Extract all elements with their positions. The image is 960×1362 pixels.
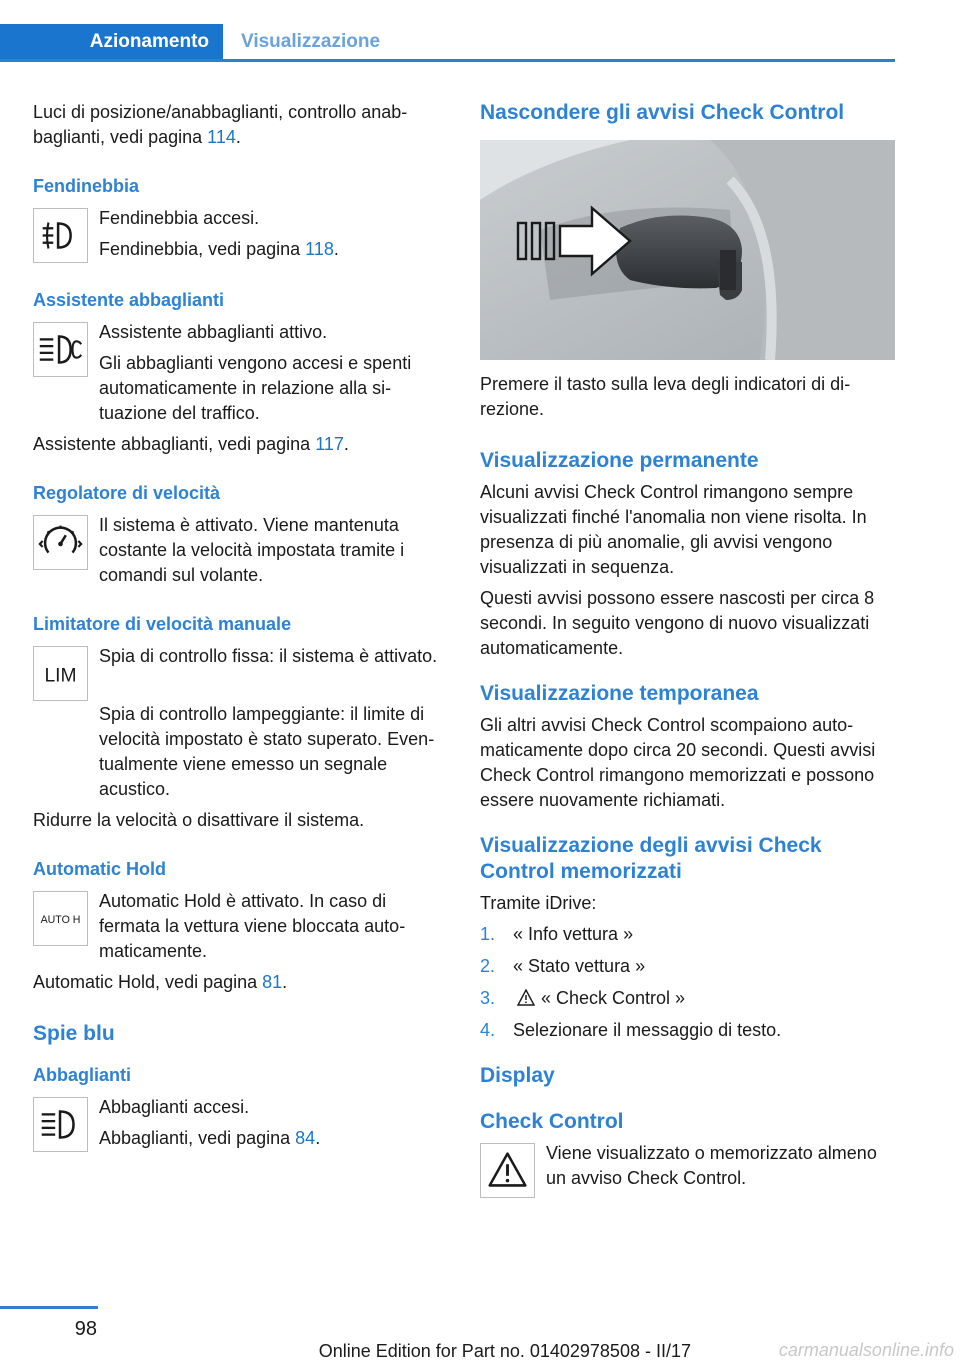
temporary-heading: Visualizzazione temporanea — [480, 682, 759, 705]
high-beam-assist-icon — [33, 322, 88, 377]
stored-steps — [480, 922, 895, 1043]
cruise-line1: Il sistema è attivato. Viene mantenuta costante la velocità impostata tramite i comandi sul volante. — [99, 515, 405, 585]
intro-paragraph: Luci di posizione/anabbaglianti, controllo anabbaglianti, vedi pagina 114. — [33, 102, 408, 147]
stored-heading: Visualizzazione degli avvisi Check Control memorizzati — [480, 834, 822, 883]
edition-note: Online Edition for Part no. 01402978508 - II/17 — [318, 1341, 691, 1361]
warning-triangle-icon — [480, 1143, 535, 1198]
header-tabbar — [0, 24, 895, 62]
permanent-p1: Alcuni avvisi Check Control rimangono sempre visualizzati finché l'anomalia non viene risolta. In presenza di più anomalie, gli avvisi vengono visualizzati in sequenza. — [480, 482, 867, 577]
fog-line1: Fendinebbia accesi. — [99, 208, 260, 228]
highbeam-line1: Abbaglianti accesi. — [99, 1097, 250, 1117]
page-link-117[interactable]: 117 — [315, 434, 344, 454]
step-item: 4. Selezionare il messaggio di testo. — [480, 1020, 782, 1040]
stored-intro: Tramite iDrive: — [480, 893, 597, 913]
limiter-line1: Spia di controllo fissa: il sistema è attivato. — [99, 646, 438, 666]
cruise-heading: Regolatore di velocità — [33, 483, 221, 503]
hide-text: Premere il tasto sulla leva degli indicatori di direzione. — [480, 374, 851, 419]
highbeam-assist-line3: Assistente abbaglianti, vedi pagina 117. — [33, 434, 349, 454]
highbeam-assist-indicator — [33, 320, 448, 426]
autohold-line1: Automatic Hold è attivato. In caso di fermata la vettura viene bloccata automaticamente. — [99, 891, 406, 961]
tab-visualizzazione[interactable]: Visualizzazione — [241, 31, 381, 52]
left-column — [33, 100, 448, 1153]
fog-light-icon — [33, 208, 88, 263]
highbeam-assist-line1: Assistente abbaglianti attivo. — [99, 322, 328, 342]
highbeam-heading: Abbaglianti — [33, 1065, 131, 1085]
high-beam-icon — [33, 1097, 88, 1152]
warning-triangle-icon — [517, 989, 535, 1006]
fog-heading: Fendinebbia — [33, 176, 140, 196]
autohold-icon-text: AUTO H — [40, 913, 81, 926]
permanent-heading: Visualizzazione permanente — [480, 449, 759, 472]
permanent-p2: Questi avvisi possono essere nascosti per circa 8 secondi. In seguito vengono di nuovo visualizzati automaticamente. — [480, 588, 875, 658]
temporary-p1: Gli altri avvisi Check Control scompaiono automaticamente dopo circa 20 secondi. Questi avvisi Check Control rimangono memorizzati e possono essere nuovamente richiamati. — [480, 715, 876, 810]
tab-azionamento[interactable]: Azionamento — [0, 24, 223, 59]
page-link-118[interactable]: 118 — [305, 239, 334, 259]
display-heading: Display — [480, 1064, 555, 1087]
page-link-84[interactable]: 84 — [295, 1128, 316, 1148]
highbeam-assist-line2: Gli abbaglianti vengono accesi e spenti automaticamente in relazione alla situazione del traffico. — [99, 353, 412, 423]
step-item: 1. « Info vettura » — [480, 924, 634, 944]
page-link-114[interactable]: 114 — [207, 127, 236, 147]
blue-lights-heading: Spie blu — [33, 1022, 115, 1045]
check-control-line1: Viene visualizzato o memorizzato almeno un avviso Check Control. — [546, 1143, 877, 1188]
limiter-icon-text: LIM — [44, 665, 77, 687]
cruise-indicator — [33, 513, 448, 588]
right-column — [480, 100, 895, 1199]
limiter-heading: Limitatore di velocità manuale — [33, 614, 292, 634]
autohold-line2: Automatic Hold, vedi pagina 81. — [33, 972, 288, 992]
check-control-indicator — [480, 1141, 895, 1199]
fog-indicator — [33, 206, 448, 264]
limiter-line3: Ridurre la velocità o disattivare il sistema. — [33, 810, 365, 830]
highbeam-line2: Abbaglianti, vedi pagina 84. — [99, 1128, 321, 1148]
hide-check-control-heading: Nascondere gli avvisi Check Control — [480, 101, 845, 124]
highbeam-indicator — [33, 1095, 448, 1153]
step-item: 2. « Stato vettura » — [480, 956, 646, 976]
fog-line2: Fendinebbia, vedi pagina 118. — [99, 239, 339, 259]
page-number: 98 — [74, 1318, 97, 1340]
check-control-heading: Check Control — [480, 1110, 624, 1133]
auto-hold-icon — [33, 891, 88, 946]
autohold-indicator — [33, 889, 448, 964]
footer-rule — [0, 1306, 98, 1309]
autohold-heading: Automatic Hold — [33, 859, 166, 879]
watermark: carmanualsonline.info — [778, 1340, 954, 1360]
step-item: 3. « Check Control » — [480, 988, 686, 1008]
highbeam-assist-heading: Assistente abbaglianti — [33, 290, 225, 310]
turn-signal-lever-photo — [480, 140, 895, 360]
speed-limiter-icon — [33, 646, 88, 701]
limiter-line2: Spia di controllo lampeggiante: il limite di velocità impostato è stato superato. Eventualmente viene emesso un segnale acustico. — [99, 704, 435, 799]
limiter-indicator — [33, 644, 448, 702]
page-link-81[interactable]: 81 — [262, 972, 283, 992]
cruise-control-icon — [33, 515, 88, 570]
